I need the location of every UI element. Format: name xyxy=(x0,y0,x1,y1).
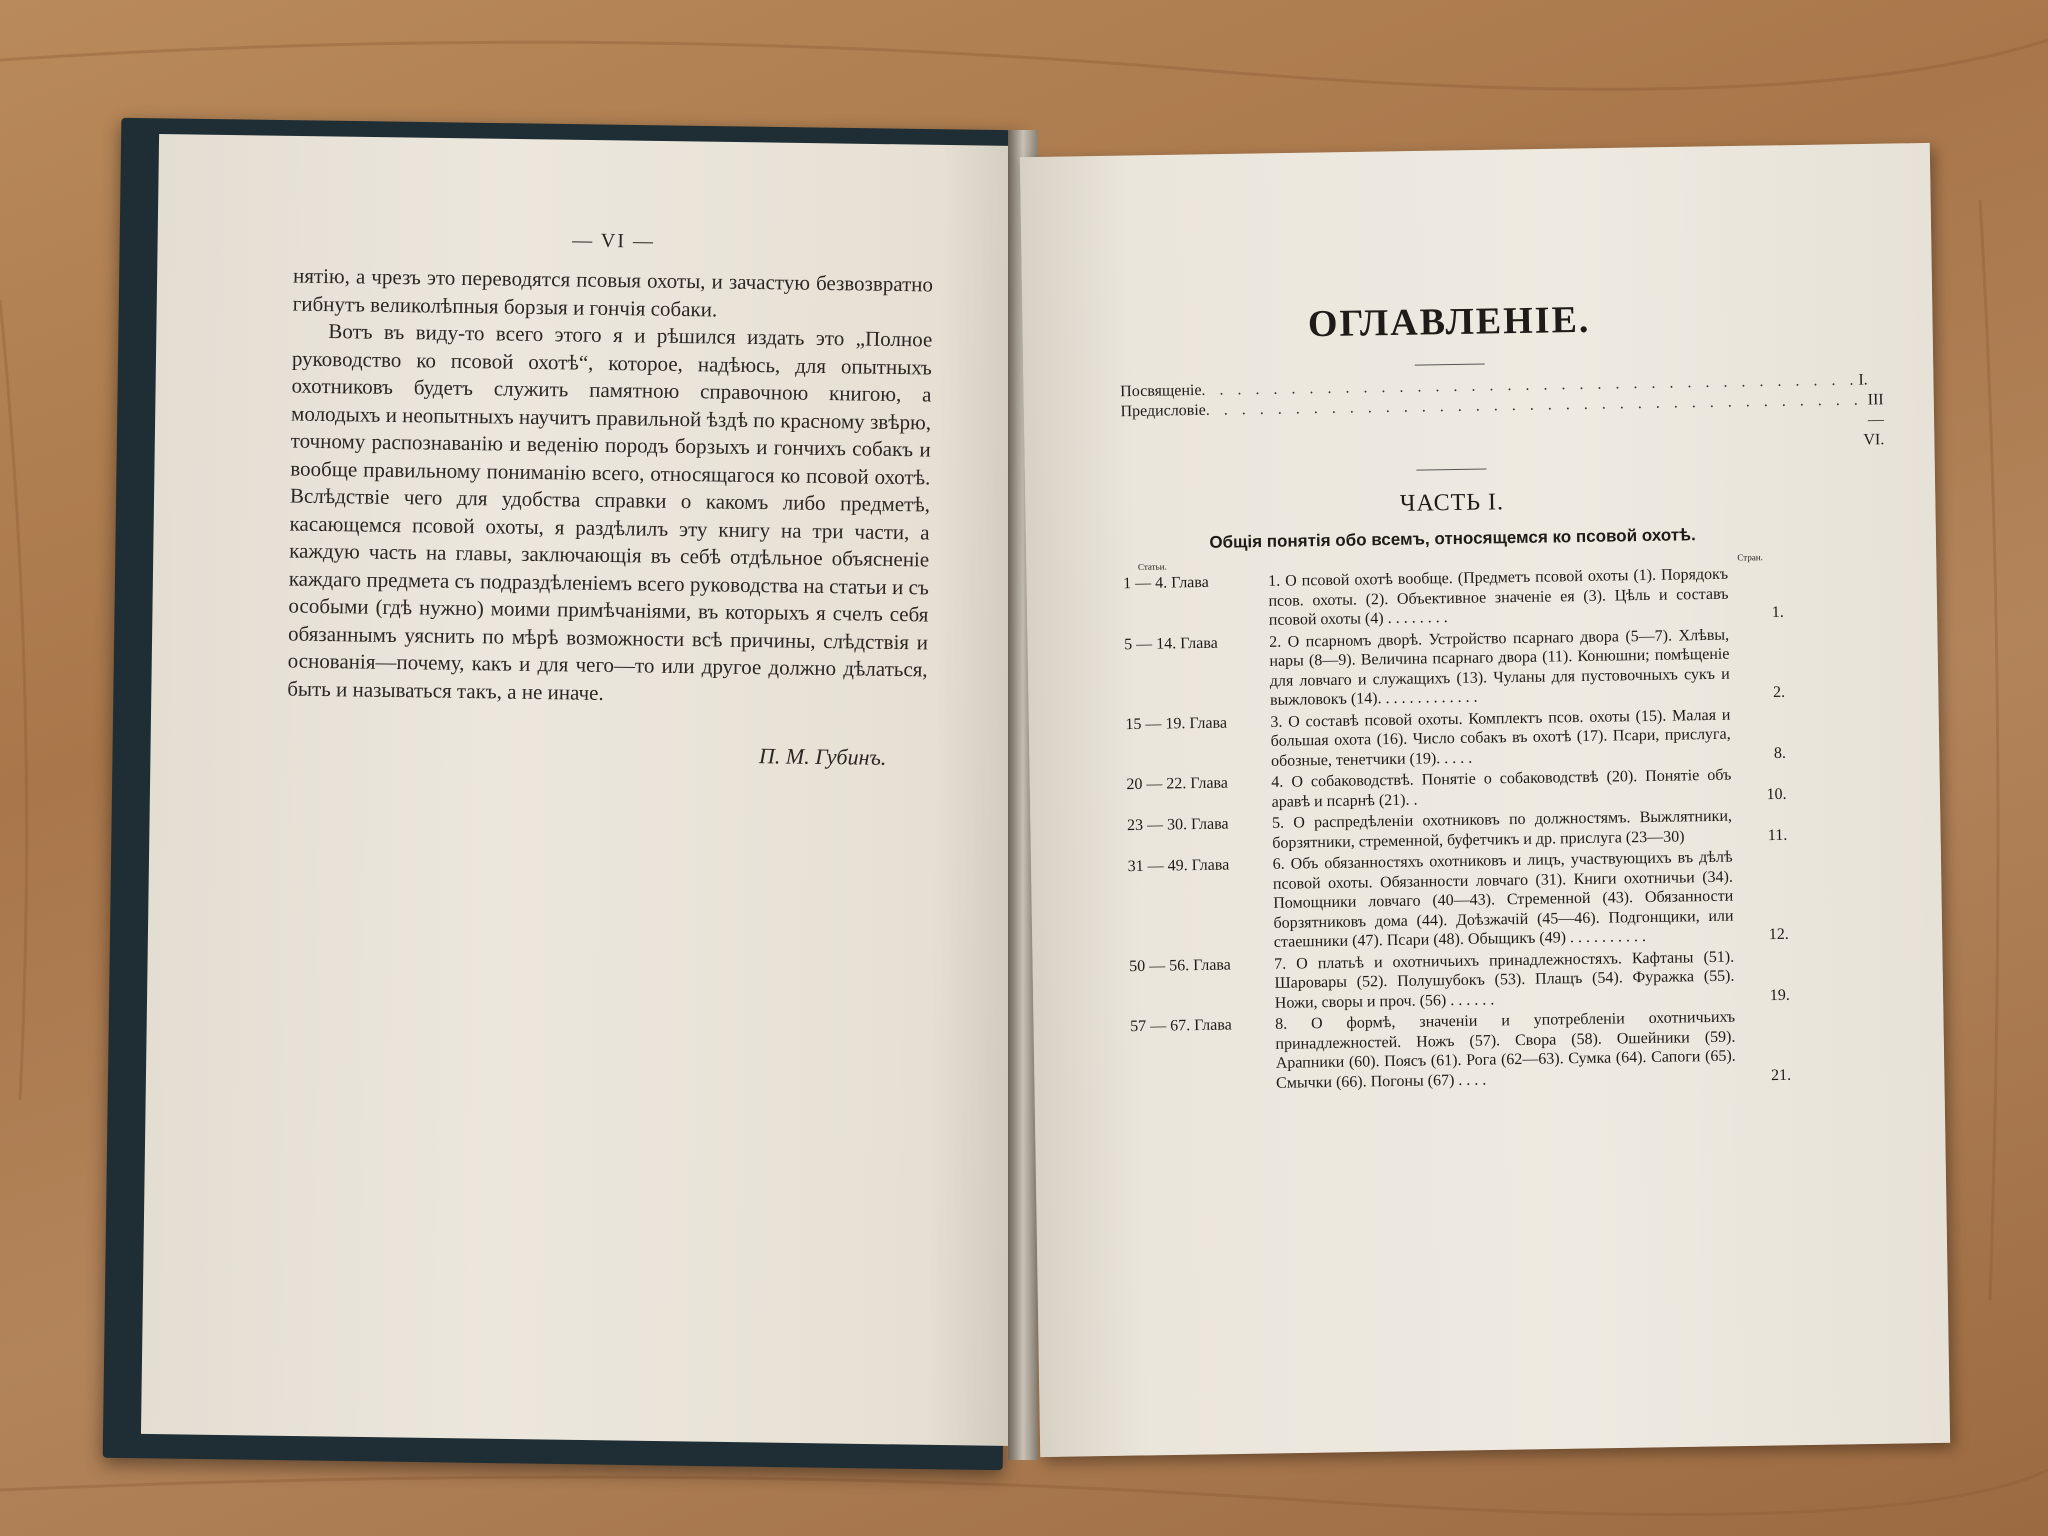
toc-text: 5. О распредѣленіи охотниковъ по должностямъ. Выжлятники, борзятники, стременной, буфетчикъ и др. прислуга (23—30) xyxy=(1271,807,1733,852)
toc-page: 11. xyxy=(1767,826,1788,844)
toc-entry xyxy=(1128,847,1789,955)
left-page-text xyxy=(286,226,933,772)
col-pages: Стран. xyxy=(1737,552,1763,563)
part-title: ЧАСТЬ I. xyxy=(1399,489,1505,517)
dot-leader: . . . . . . . . . . . . . . . . . . . . . . . . . . . . . . . . . . . . . xyxy=(1201,371,1859,399)
col-articles: Статьи. xyxy=(1137,561,1167,572)
toc-entry xyxy=(1130,1007,1791,1095)
toc-entry xyxy=(1125,704,1786,773)
author-signature: П. М. Губинъ. xyxy=(758,743,887,770)
divider xyxy=(1415,363,1485,365)
toc-page: 21. xyxy=(1770,1066,1792,1084)
toc-articles: 31 — 49. Глава xyxy=(1127,856,1230,876)
toc-articles: 57 — 67. Глава xyxy=(1130,1016,1232,1036)
page-folio: — VI — xyxy=(572,229,656,253)
toc-text: 4. О собаководствѣ. Понятіе о собаководствѣ (20). Понятіе объ аравѣ и псарнѣ (21). . xyxy=(1271,766,1732,811)
toc-page: 8. xyxy=(1773,744,1787,762)
toc-page: 2. xyxy=(1772,683,1786,702)
toc-page: 1. xyxy=(1771,603,1784,622)
toc-page: 10. xyxy=(1766,785,1787,803)
dot-leader: . . . . . . . . . . . . . . . . . . . . . . . . . . . . . . . . . . . . . xyxy=(1205,391,1863,419)
paragraph: Вотъ въ виду-то всего этого я и рѣшился издать это „Полное руководство ко псовой охотѣ“, которое, надѣюсь, для опытныхъ охотниковъ будетъ служить памятною справочною книгою, а молодыхъ и неопытныхъ научитъ правильной ѣздѣ по красному звѣрю, точному распознаванію и веденію породъ борзыхъ и гончихъ собакъ и вообще правильному пониманію всего, относящагося ко псовой охотѣ. Вслѣдствіе чего для удобства справки о какомъ либо предметѣ, касающемся псовой охоты, я раздѣлилъ эту книгу на три части, а каждую часть на главы, заключающія въ себѣ отдѣльное объясненіе каждаго предмета съ подраздѣленіемъ всего руководства на статьи и съ особыми (гдѣ нужно) моими примѣчаніями, въ которыхъ я счелъ себя обязаннымъ уяснить по мѣрѣ возможности всѣ причины, слѣдствія и основанія—почему, какъ и для чего—то или другое должно дѣлаться, быть и называться такъ, а не иначе. xyxy=(287,319,933,705)
toc-entry xyxy=(1129,946,1790,1015)
toc-articles: 50 — 56. Глава xyxy=(1129,956,1231,975)
toc-text: 1. О псовой охотѣ вообще. (Предметъ псовой охоты (1). Порядокъ псов. охоты. (2). Объективное значеніе ея (3). Цѣль и составъ псовой охоты (4) . . . . . . . . xyxy=(1268,565,1729,629)
toc-text: 2. О псарномъ дворѣ. Устройство псарнаго двора (5—7). Хлѣвы, нары (8—9). Величина псарнаго двора (11). Конюшни; помѣщеніе для ловчаго и служащихъ (13). Чуланы для пустовочныхъ сукъ и выжловокъ (14). . . . . . . . . . . . . xyxy=(1269,626,1730,709)
toc-text: 7. О платьѣ и охотничьихъ принадлежностяхъ. Кафтаны (51). Шаровары (52). Полушубокъ (53). Плащъ (54). Фуражка (55). Ножи, своры и проч. (56) . . . . . . xyxy=(1274,948,1735,1012)
toc-articles: 15 — 19. Глава xyxy=(1125,714,1228,733)
toc-articles: 1 — 4. Глава xyxy=(1123,573,1209,593)
toc-articles: 23 — 30. Глава xyxy=(1126,815,1229,835)
toc-text: 3. О составѣ псовой охоты. Комплектъ псов. охоты (15). Малая и большая охота (16). Число собакъ въ охотѣ (17). Псари, прислуга, обозные, тенетчики (19). . . . . xyxy=(1270,706,1731,770)
page-title: ОГЛАВЛЕНІЕ. xyxy=(1307,298,1591,346)
table-of-contents xyxy=(1119,295,1885,1095)
toc-entry xyxy=(1124,624,1785,712)
toc-page: I. xyxy=(1858,371,1868,389)
toc-label: Предисловіе xyxy=(1120,401,1206,421)
toc-text: 8. О формѣ, значеніи и употребленіи охотничьихъ принадлежностей. Ножъ (57). Свора (58). Ошейники (59). Арапники (60). Поясъ (61). Рога (62—63). Сумка (64). Сапоги (65). Смычки (66). Погоны (67) . . . . xyxy=(1275,1008,1736,1092)
toc-entry xyxy=(1123,561,1784,633)
toc-text: 6. Объ обязанностяхъ охотниковъ и лицъ, участвующихъ въ дѣлѣ псовой охоты. Обязанности ловчаго (31). Книги охотничьи (34). Помощники ловчаго (40—43). Стременной (43). Обязанности борзятниковъ дома (44). Доѣзжачій (45—46). Подгонщики, или стаешники (47). Псари (48). Обыщикъ (49) . . . . . . . . . . xyxy=(1272,848,1734,951)
toc-articles: 5 — 14. Глава xyxy=(1124,634,1218,653)
part-subtitle: Общія понятія обо всемъ, относящемся ко псовой охотѣ. xyxy=(1209,525,1696,552)
divider xyxy=(1416,468,1486,470)
toc-page: 19. xyxy=(1769,986,1790,1004)
toc-page: 12. xyxy=(1768,925,1789,944)
toc-articles: 20 — 22. Глава xyxy=(1126,774,1229,794)
toc-page: III—VI. xyxy=(1863,391,1885,449)
paragraph: нятію, а чрезъ это переводятся псовыя охоты, и зачастую безвозвратно гибнутъ великолѣпныя борзыя и гончія собаки. xyxy=(292,263,934,321)
toc-label: Посвященіе xyxy=(1120,381,1202,401)
